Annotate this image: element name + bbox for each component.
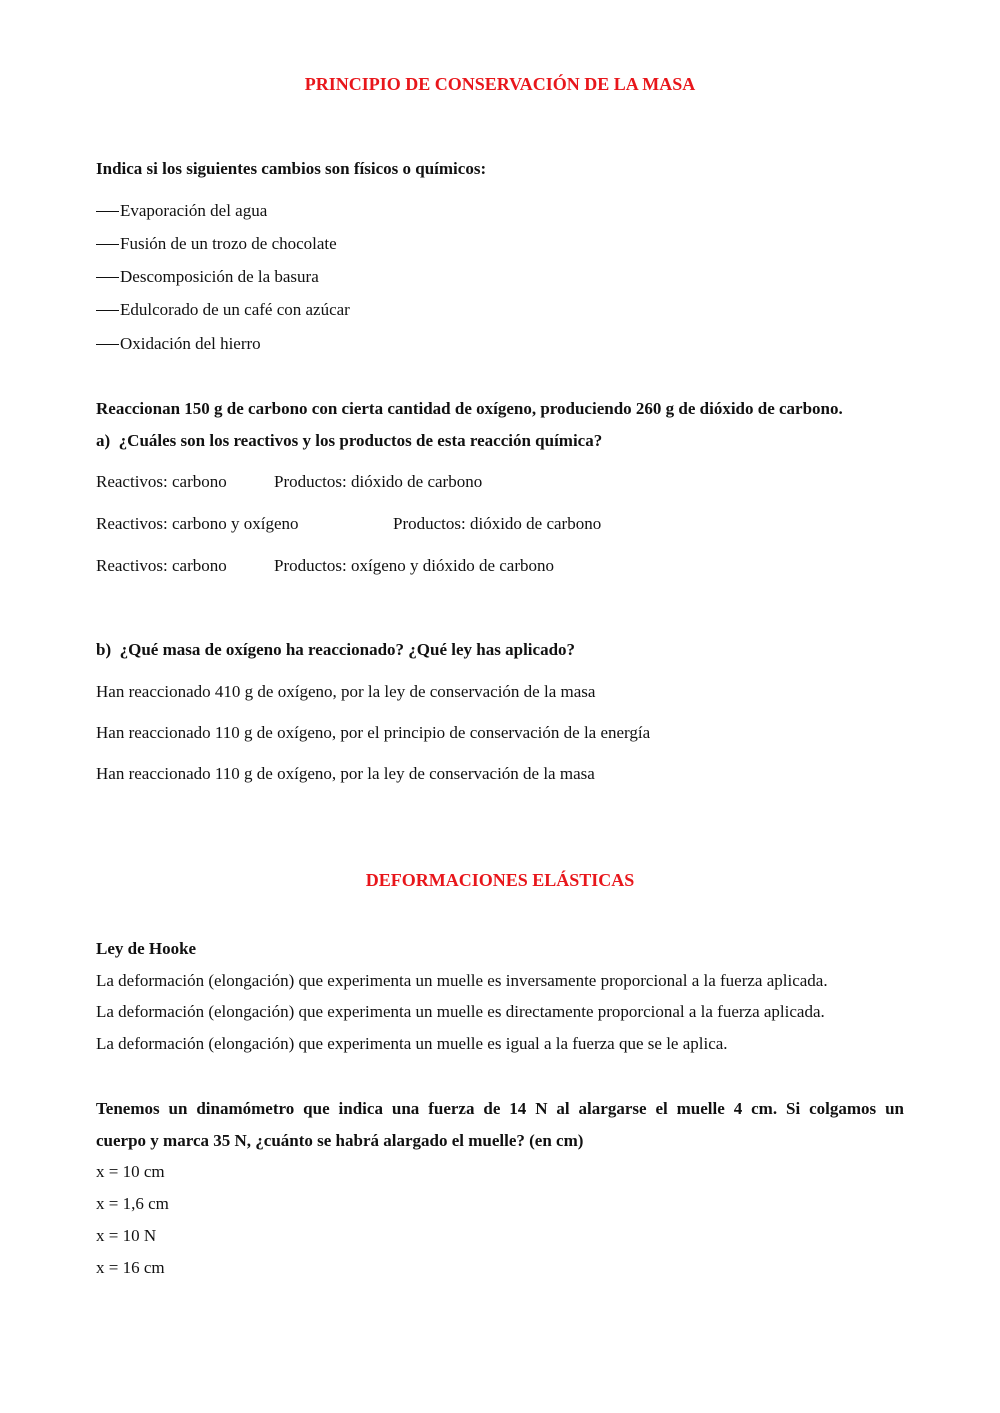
dash-bullet <box>96 244 119 245</box>
question-b-text: ¿Qué masa de oxígeno ha reaccionado? ¿Qué ley has aplicado? <box>119 640 576 659</box>
dynamometer-question-line2: cuerpo y marca 35 N, ¿cuánto se habrá alargado el muelle? (en cm) <box>96 1131 584 1150</box>
change-item-label: Edulcorado de un café con azúcar <box>120 300 350 319</box>
dash-bullet <box>96 277 119 278</box>
list-item <box>96 235 337 252</box>
change-item-label: Oxidación del hierro <box>120 334 261 353</box>
dynamometer-option-4[interactable]: x = 16 cm <box>96 1258 165 1277</box>
question-a-label: a) <box>96 431 111 450</box>
dynamometer-option-2[interactable]: x = 1,6 cm <box>96 1194 169 1213</box>
question-b <box>96 641 575 658</box>
answer-option-a2-productos[interactable]: Productos: dióxido de carbono <box>393 514 602 533</box>
section-title-elastic-deformations: DEFORMACIONES ELÁSTICAS <box>365 870 635 890</box>
answer-option-a1-reactivos[interactable]: Reactivos: carbono <box>96 472 227 491</box>
hooke-option-3[interactable]: La deformación (elongación) que experimenta un muelle es igual a la fuerza que se le aplica. <box>96 1034 728 1053</box>
answer-option-a3-productos[interactable]: Productos: oxígeno y dióxido de carbono <box>274 556 554 575</box>
dynamometer-option-1[interactable]: x = 10 cm <box>96 1162 165 1181</box>
list-item <box>96 335 261 352</box>
dynamometer-question-line1: Tenemos un dinamómetro que indica una fuerza de 14 N al alargarse el muelle 4 cm. Si colgamos un <box>96 1099 904 1118</box>
dash-bullet <box>96 310 119 311</box>
answer-option-a2-reactivos[interactable]: Reactivos: carbono y oxígeno <box>96 514 299 533</box>
reaction-statement: Reaccionan 150 g de carbono con cierta cantidad de oxígeno, produciendo 260 g de dióxido de carbono. <box>96 399 843 418</box>
question-b-label: b) <box>96 640 112 659</box>
question-a-text: ¿Cuáles son los reactivos y los productos de esta reacción química? <box>118 431 603 450</box>
answer-option-b1[interactable]: Han reaccionado 410 g de oxígeno, por la ley de conservación de la masa <box>96 682 596 701</box>
list-item <box>96 301 350 318</box>
answer-option-a1-productos[interactable]: Productos: dióxido de carbono <box>274 472 483 491</box>
dynamometer-option-3[interactable]: x = 10 N <box>96 1226 157 1245</box>
hooke-option-1[interactable]: La deformación (elongación) que experimenta un muelle es inversamente proporcional a la fuerza aplicada. <box>96 971 828 990</box>
answer-option-a3-reactivos[interactable]: Reactivos: carbono <box>96 556 227 575</box>
change-item-label: Descomposición de la basura <box>120 267 319 286</box>
question-physical-chemical-prompt: Indica si los siguientes cambios son físicos o químicos: <box>96 159 487 178</box>
answer-option-b3[interactable]: Han reaccionado 110 g de oxígeno, por la ley de conservación de la masa <box>96 764 595 783</box>
list-item <box>96 202 267 219</box>
dash-bullet <box>96 211 119 212</box>
answer-option-b2[interactable]: Han reaccionado 110 g de oxígeno, por el principio de conservación de la energía <box>96 723 651 742</box>
list-item <box>96 268 319 285</box>
section-title-mass-conservation: PRINCIPIO DE CONSERVACIÓN DE LA MASA <box>304 74 696 94</box>
hooke-heading: Ley de Hooke <box>96 939 197 958</box>
question-a <box>96 432 602 449</box>
change-item-label: Evaporación del agua <box>120 201 268 220</box>
change-item-label: Fusión de un trozo de chocolate <box>120 234 337 253</box>
dash-bullet <box>96 344 119 345</box>
hooke-option-2[interactable]: La deformación (elongación) que experimenta un muelle es directamente proporcional a la fuerza aplicada. <box>96 1002 825 1021</box>
